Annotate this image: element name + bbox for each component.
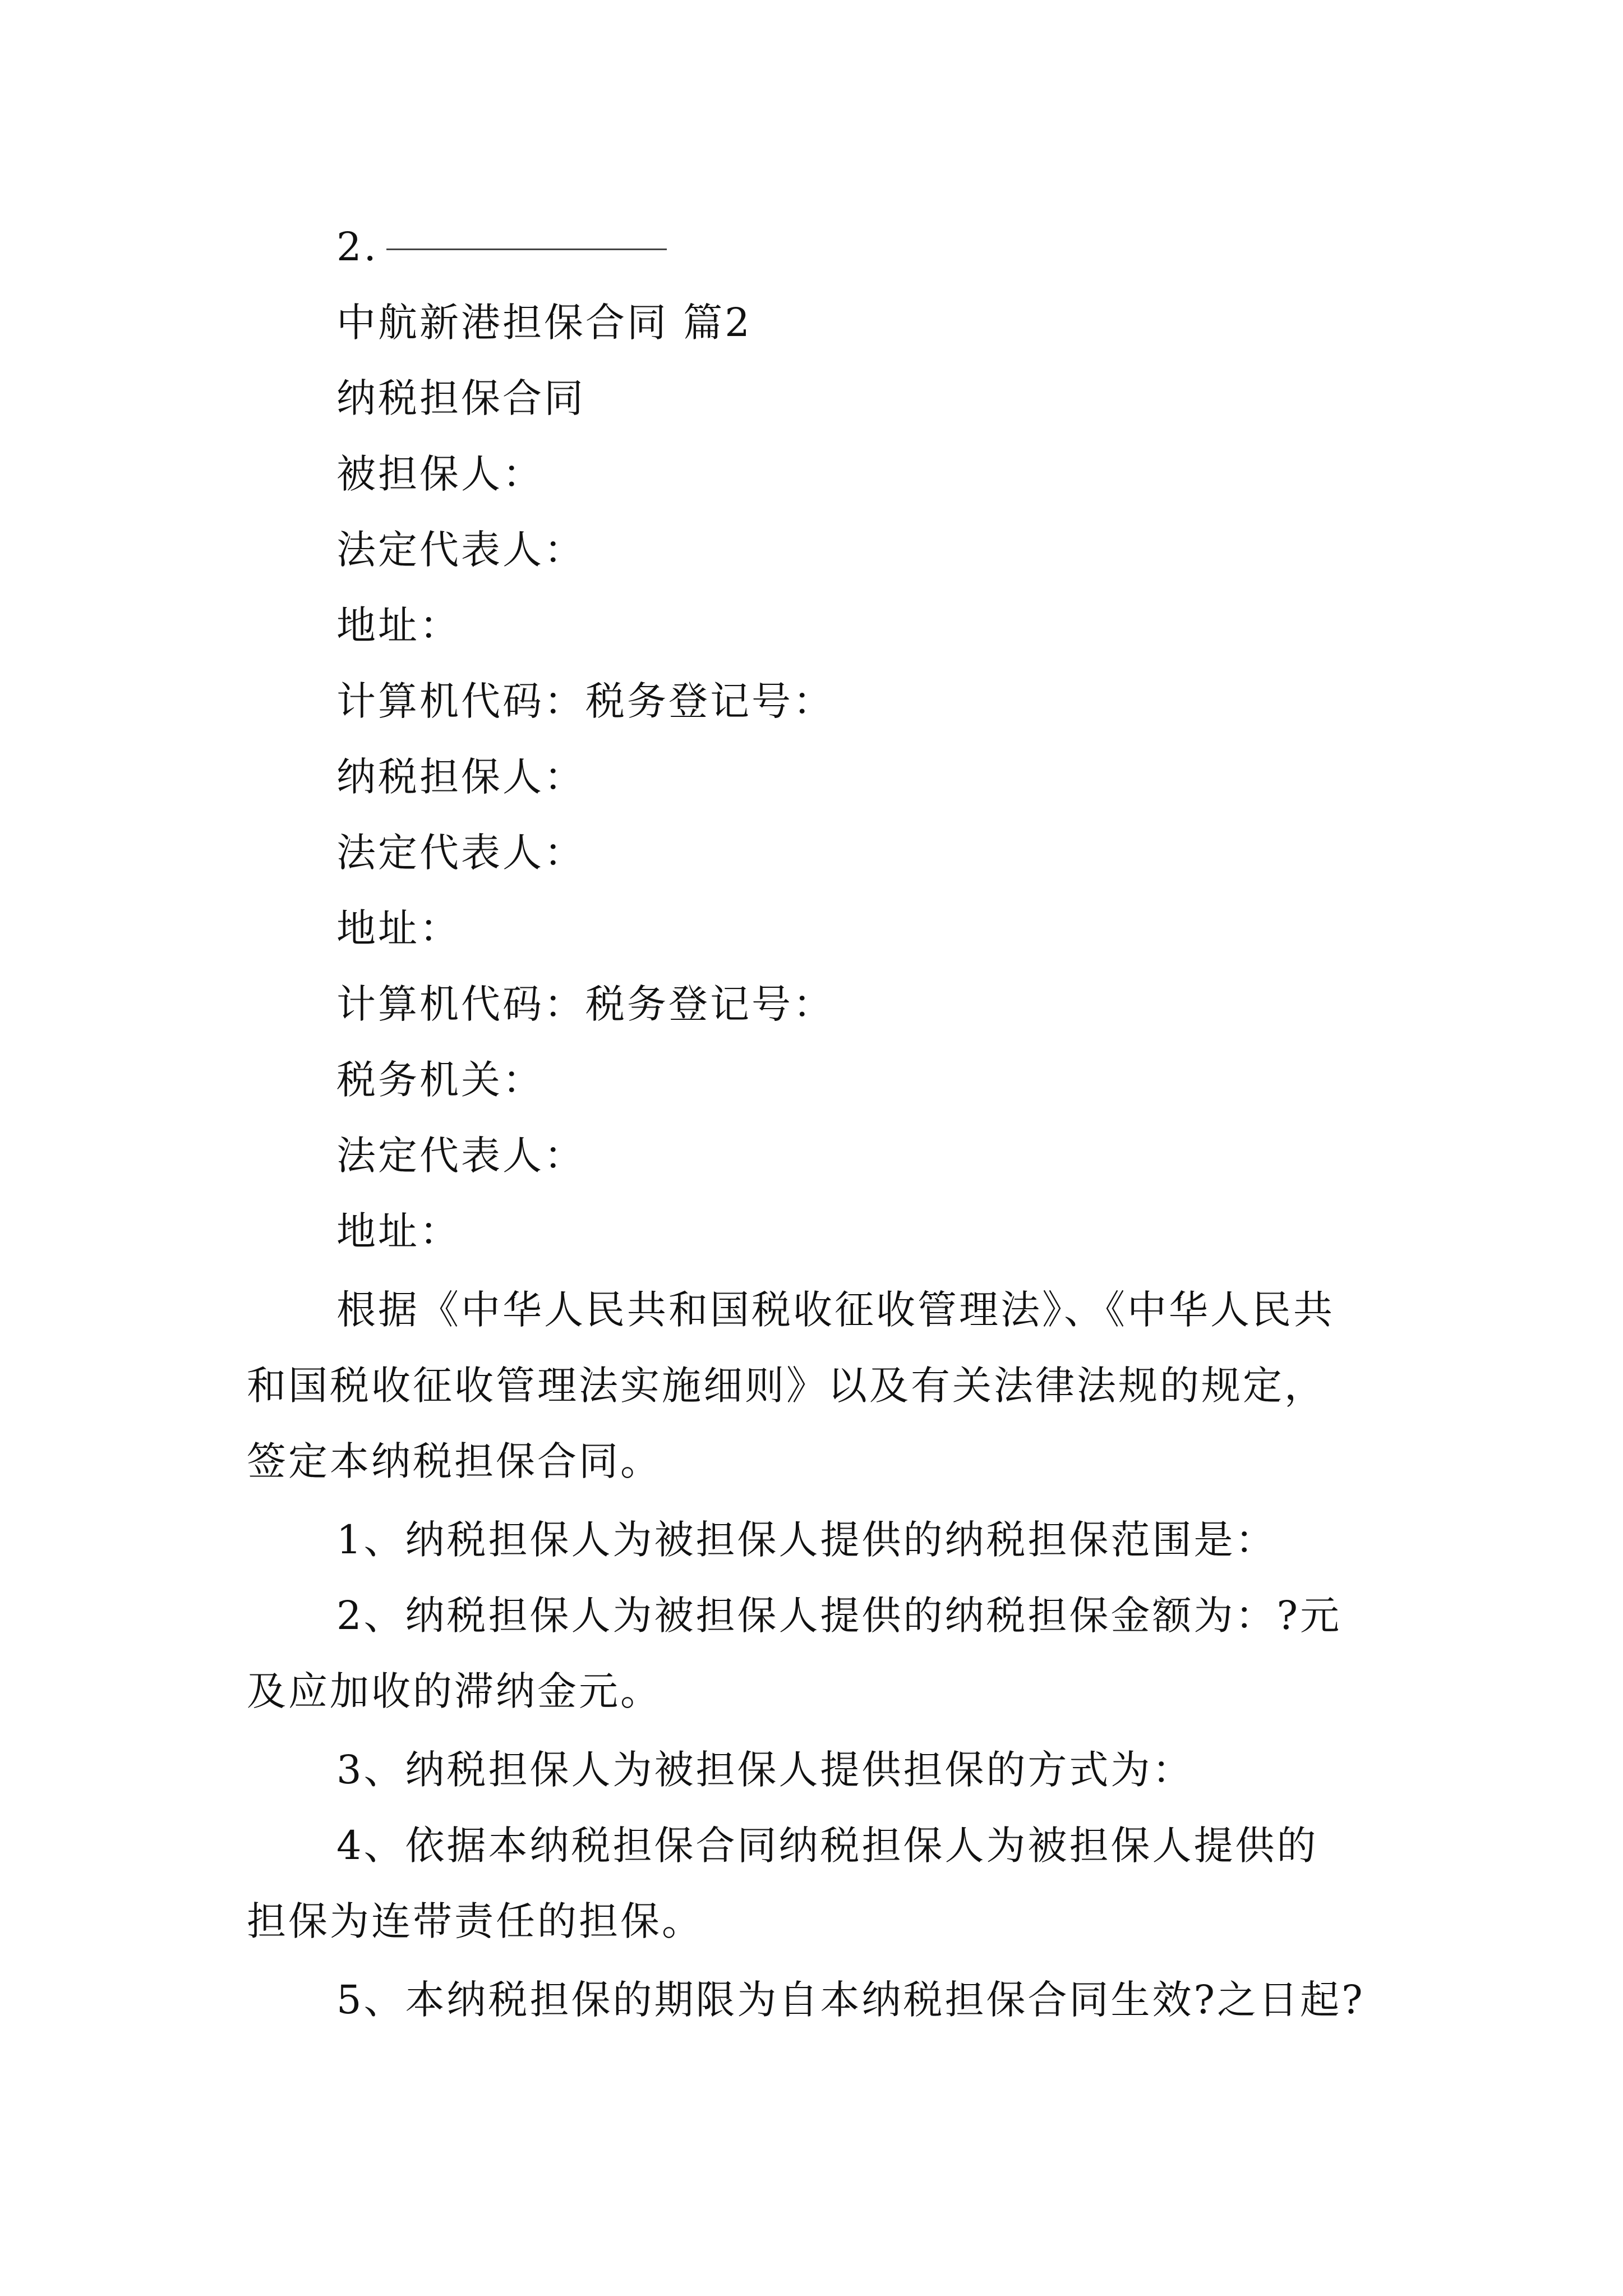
legal-representative-label: 法定代表人：	[336, 830, 585, 876]
clause-4-line-2: 担保为连带责任的担保。	[247, 1898, 703, 1944]
legal-representative-label: 法定代表人：	[336, 527, 585, 573]
section-title: 中航新港担保合同 篇2	[336, 300, 752, 346]
address-label: 地址：	[336, 905, 461, 951]
legal-representative-label: 法定代表人：	[336, 1133, 585, 1179]
preamble-line-1: 根据《中华人民共和国税收征收管理法》、《中华人民共	[336, 1287, 1335, 1333]
item-2-line	[336, 219, 667, 275]
clause-3: 3、纳税担保人为被担保人提供担保的方式为：	[336, 1747, 1194, 1793]
clause-1: 1、纳税担保人为被担保人提供的纳税担保范围是：	[336, 1517, 1277, 1563]
computer-code-tax-reg-label: 计算机代码：税务登记号：	[336, 678, 834, 724]
guaranteed-party-label: 被担保人：	[336, 451, 544, 497]
clause-2-line-2: 及应加收的滞纳金元。	[247, 1668, 662, 1714]
clause-4-line-1: 4、依据本纳税担保合同纳税担保人为被担保人提供的	[336, 1823, 1318, 1869]
preamble-line-3: 签定本纳税担保合同。	[247, 1438, 662, 1484]
contract-title: 纳税担保合同	[336, 375, 585, 421]
computer-code-tax-reg-label: 计算机代码：税务登记号：	[336, 981, 834, 1027]
item-number: 2.	[336, 224, 379, 270]
blank-underline	[386, 249, 667, 250]
clause-5: 5、本纳税担保的期限为自本纳税担保合同生效?之日起?	[336, 1977, 1365, 2023]
address-label: 地址：	[336, 1208, 461, 1254]
clause-2-line-1: 2、纳税担保人为被担保人提供的纳税担保金额为：?元	[336, 1593, 1342, 1639]
tax-guarantor-label: 纳税担保人：	[336, 754, 585, 800]
address-label: 地址：	[336, 602, 461, 648]
preamble-line-2: 和国税收征收管理法实施细则》以及有关法律法规的规定，	[247, 1363, 1326, 1409]
tax-authority-label: 税务机关：	[336, 1057, 544, 1103]
